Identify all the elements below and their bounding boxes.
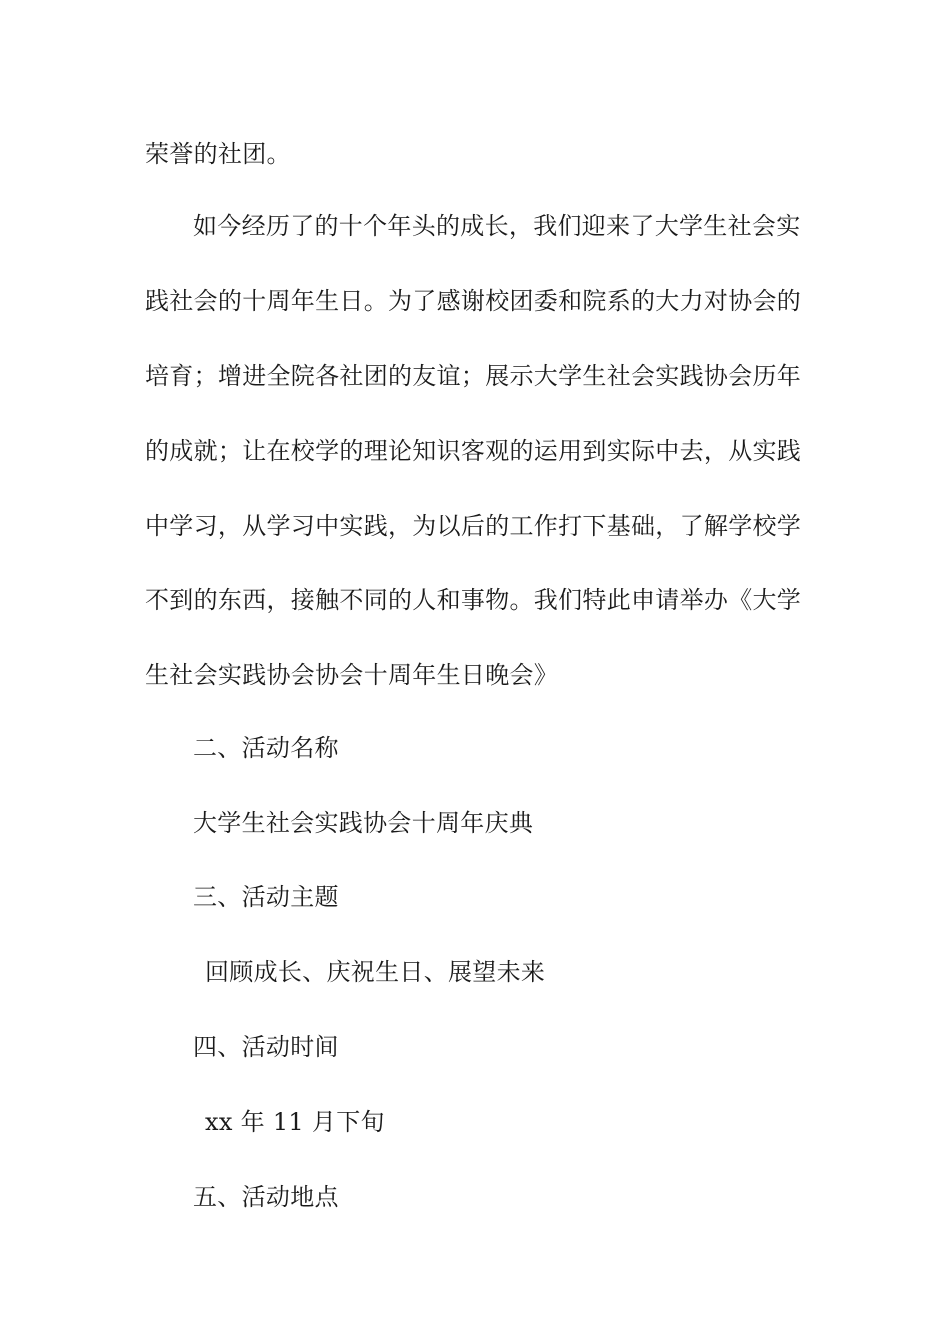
paragraph-2-line-1: 如今经历了的十个年头的成长，我们迎来了大学生社会实 [193, 212, 801, 240]
paragraph-2-line-3: 培育；增进全院各社团的友谊；展示大学生社会实践协会历年 [145, 362, 802, 390]
paragraph-1-end: 荣誉的社团。 [145, 140, 291, 168]
section-4-content: xx 年 11 月下旬 [205, 1108, 385, 1136]
section-3-content: 回顾成长、庆祝生日、展望未来 [205, 958, 546, 986]
paragraph-2-line-6: 不到的东西，接触不同的人和事物。我们特此申请举办《大学 [145, 586, 802, 614]
section-5-heading: 五、活动地点 [193, 1183, 339, 1211]
paragraph-2-line-4: 的成就；让在校学的理论知识客观的运用到实际中去，从实践 [145, 437, 802, 465]
section-2-heading: 二、活动名称 [193, 734, 339, 762]
paragraph-2-line-5: 中学习，从学习中实践，为以后的工作打下基础，了解学校学 [145, 512, 802, 540]
paragraph-2-line-2: 践社会的十周年生日。为了感谢校团委和院系的大力对协会的 [145, 287, 802, 315]
section-4-heading: 四、活动时间 [193, 1033, 339, 1061]
paragraph-2-line-7: 生社会实践协会协会十周年生日晚会》 [145, 661, 559, 689]
section-3-heading: 三、活动主题 [193, 883, 339, 911]
section-2-content: 大学生社会实践协会十周年庆典 [193, 809, 534, 837]
